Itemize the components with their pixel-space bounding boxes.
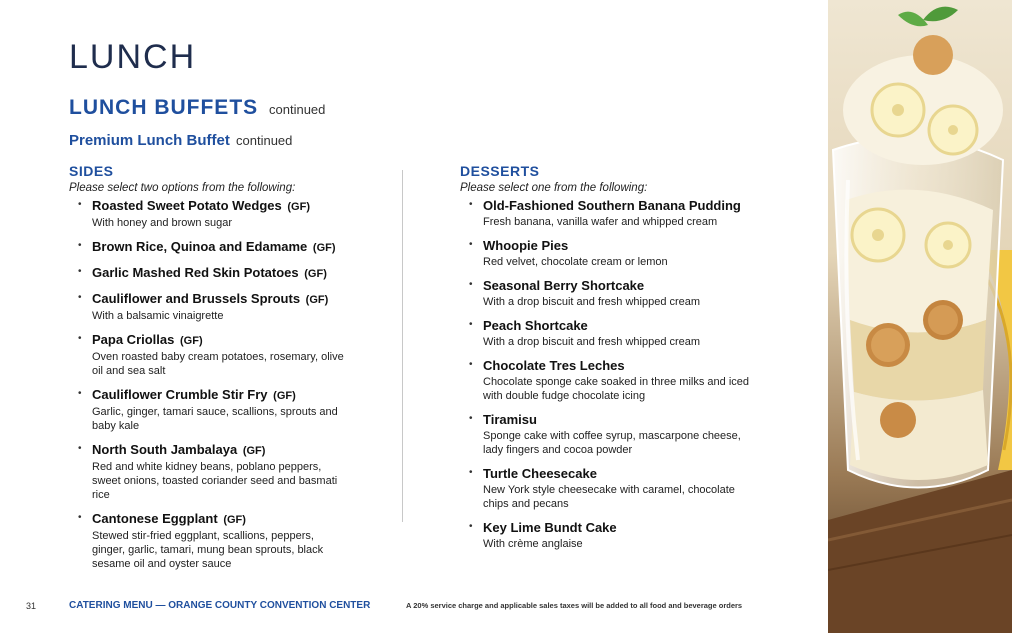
- list-item: [69, 332, 344, 378]
- item-name: Roasted Sweet Potato Wedges: [92, 198, 282, 213]
- sides-heading: SIDES: [69, 163, 114, 179]
- list-item: [69, 198, 344, 230]
- item-desc: With crème anglaise: [483, 538, 583, 550]
- gf-tag: (GF): [180, 335, 203, 347]
- item-desc: Red velvet, chocolate cream or lemon: [483, 256, 668, 268]
- gf-tag: (GF): [312, 242, 336, 254]
- item-desc: Sponge cake with coffee syrup, mascarpone cheese, lady fingers and cocoa powder: [483, 430, 741, 456]
- item-desc: With a drop biscuit and fresh whipped cream: [483, 296, 701, 308]
- item-desc: Stewed stir-fried eggplant, scallions, peppers, ginger, garlic, tamari, mung bean sprouts, black sesame oil and oyster sauce: [92, 530, 324, 570]
- footer-title: CATERING MENU — ORANGE COUNTY CONVENTION CENTER: [69, 600, 371, 611]
- list-item: [460, 358, 750, 403]
- item-desc: Fresh banana, vanilla wafer and whipped cream: [483, 216, 718, 228]
- list-item: [69, 387, 344, 433]
- page-title: LUNCH: [69, 38, 197, 76]
- item-name: • Key Lime Bundt Cake: [483, 520, 617, 535]
- gf-tag: (GF): [223, 514, 246, 526]
- item-name: Papa Criollas: [92, 332, 175, 347]
- desserts-heading: DESSERTS: [460, 163, 540, 179]
- item-name: North South Jambalaya: [92, 442, 238, 457]
- item-desc: With honey and brown sugar: [92, 217, 233, 229]
- list-item: [460, 412, 750, 457]
- item-name: • Chocolate Tres Leches: [483, 358, 625, 373]
- item-name: • Seasonal Berry Shortcake: [483, 278, 645, 293]
- item-desc: New York style cheesecake with caramel, chocolate chips and pecans: [483, 484, 735, 510]
- gf-tag: (GF): [305, 294, 329, 306]
- item-name: Cantonese Eggplant: [92, 511, 218, 526]
- subsection-title-text: Premium Lunch Buffet: [69, 132, 230, 149]
- list-item: [460, 520, 750, 551]
- page-number: 31: [26, 601, 37, 611]
- item-name: Brown Rice, Quinoa and Edamame: [92, 239, 308, 254]
- desserts-instruction: Please select one from the following:: [460, 182, 648, 194]
- gf-tag: (GF): [304, 268, 327, 280]
- list-item: [460, 318, 750, 349]
- list-item: [460, 238, 750, 269]
- section-title: [69, 96, 325, 120]
- list-item: [69, 291, 344, 323]
- item-desc: Oven roasted baby cream potatoes, rosemary, olive oil and sea salt: [92, 351, 344, 377]
- gf-tag: (GF): [287, 201, 310, 213]
- item-name: • Turtle Cheesecake: [483, 466, 597, 481]
- sides-list: [69, 198, 344, 571]
- list-item: [69, 239, 344, 256]
- footer-disclaimer: A 20% service charge and applicable sales taxes will be added to all food and beverage orders: [406, 601, 743, 610]
- desserts-list: [460, 198, 750, 551]
- item-desc: With a drop biscuit and fresh whipped cream: [483, 336, 701, 348]
- section-title-text: LUNCH BUFFETS: [69, 96, 259, 119]
- item-name: • Tiramisu: [483, 412, 537, 427]
- section-continued: continued: [269, 102, 326, 117]
- sides-column: [69, 163, 344, 580]
- list-item: [460, 278, 750, 309]
- item-name: Garlic Mashed Red Skin Potatoes: [92, 265, 299, 280]
- list-item: [460, 198, 750, 229]
- item-name: • Old-Fashioned Southern Banana Pudding: [483, 198, 741, 213]
- list-item: [69, 511, 344, 571]
- item-desc: Chocolate sponge cake soaked in three milks and iced with double fudge chocolate icing: [483, 376, 749, 402]
- item-name: Cauliflower Crumble Stir Fry: [92, 387, 268, 402]
- column-divider: [402, 170, 403, 522]
- item-desc: With a balsamic vinaigrette: [92, 310, 224, 322]
- item-name: Cauliflower and Brussels Sprouts: [92, 291, 301, 306]
- desserts-column: [460, 163, 750, 560]
- item-desc: Red and white kidney beans, poblano peppers, sweet onions, toasted coriander seed and basmati rice: [92, 461, 338, 501]
- sides-instruction: Please select two options from the following:: [69, 182, 296, 194]
- item-desc: Garlic, ginger, tamari sauce, scallions, sprouts and baby kale: [92, 406, 338, 432]
- banana-pudding-photo: [828, 0, 1012, 633]
- gf-tag: (GF): [273, 390, 296, 402]
- list-item: [69, 442, 344, 502]
- item-name: • Peach Shortcake: [483, 318, 588, 333]
- list-item: [69, 265, 344, 282]
- subsection-title: [69, 132, 292, 149]
- list-item: [460, 466, 750, 511]
- subsection-continued: continued: [236, 133, 293, 148]
- gf-tag: (GF): [242, 445, 266, 457]
- item-name: • Whoopie Pies: [483, 238, 569, 253]
